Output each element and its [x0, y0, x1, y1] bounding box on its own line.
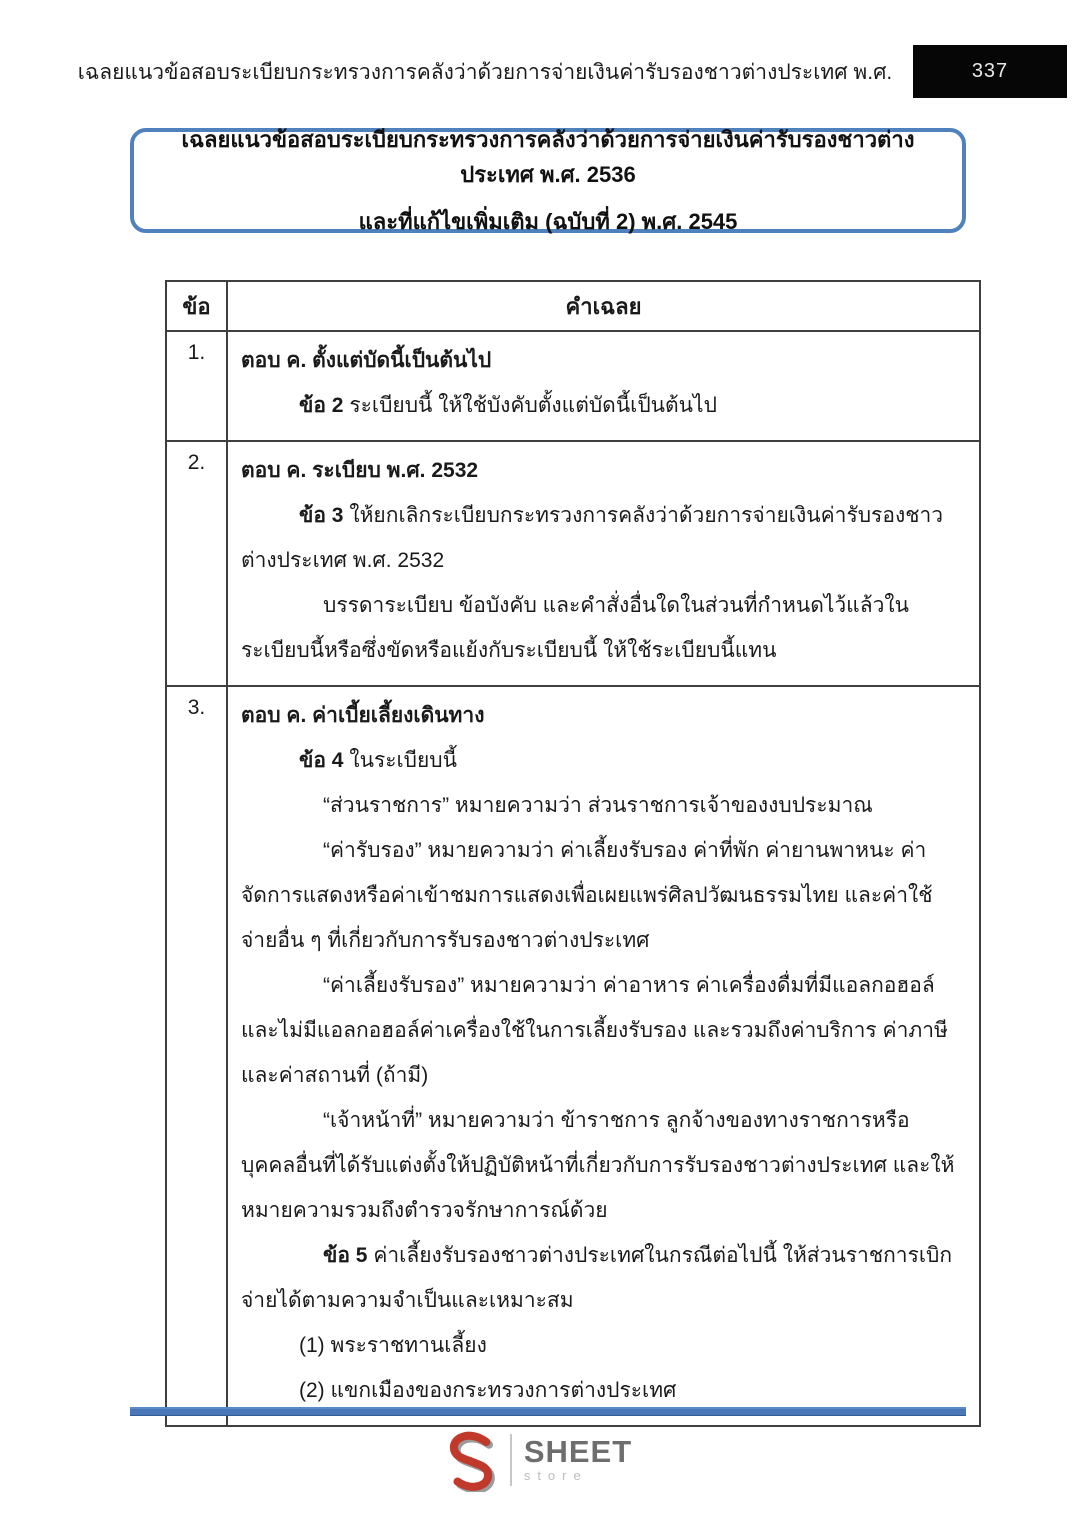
answer-paragraph: ข้อ 4 ในระเบียบนี้ — [299, 749, 457, 772]
answer-paragraph: (1) พระราชทานเลี้ยง — [299, 1334, 487, 1357]
sheet-logo-s-icon — [444, 1428, 498, 1492]
column-header-answer: คำเฉลย — [227, 281, 980, 331]
logo-sub-text: store — [523, 1468, 588, 1483]
answer-paragraph: (2) แขกเมืองของกระทรวงการต่างประเทศ — [299, 1379, 677, 1402]
running-title: เฉลยแนวข้อสอบระเบียบกระทรวงการคลังว่าด้วยการจ่ายเงินค่ารับรองชาวต่างประเทศ พ.ศ. — [77, 61, 893, 84]
title-line-1: เฉลยแนวข้อสอบระเบียบกระทรวงการคลังว่าด้วยการจ่ายเงินค่ารับรองชาวต่างประเทศ พ.ศ. 2536 — [181, 127, 915, 187]
answer-table-body — [166, 331, 980, 1426]
logo-text — [524, 1436, 632, 1484]
table-row — [166, 686, 980, 1426]
row-number: 2. — [166, 441, 227, 686]
answer-paragraph: ตอบ ค. ตั้งแต่บัดนี้เป็นต้นไป — [241, 349, 492, 372]
sheet-store-logo — [0, 1428, 1076, 1492]
table-header-row — [166, 281, 980, 331]
logo-brand-text: SHEET — [523, 1434, 633, 1469]
table-row — [166, 441, 980, 686]
column-header-number: ข้อ — [166, 281, 227, 331]
page-number-box — [913, 45, 1067, 98]
answer-paragraph: “ค่าเลี้ยงรับรอง” หมายความว่า ค่าอาหาร ค่าเครื่องดื่มที่มีแอลกอฮอล์และไม่มีแอลกอฮอล์ค่าเครื่องใช้ในการเลี้ยงรับรอง และรวมถึงค่าบริการ ค่าภาษี และค่าสถานที่ (ถ้ามี) — [241, 974, 948, 1087]
title-box — [130, 128, 966, 233]
row-number: 3. — [166, 686, 227, 1426]
answer-table — [165, 280, 981, 1427]
answer-paragraph: “ส่วนราชการ” หมายความว่า ส่วนราชการเจ้าของงบประมาณ — [323, 794, 873, 817]
answer-paragraph: “เจ้าหน้าที่” หมายความว่า ข้าราชการ ลูกจ้างของทางราชการหรือบุคคลอื่นที่ได้รับแต่งตั้งให้ปฏิบัติหน้าที่เกี่ยวกับการรับรองชาวต่างประเทศ และให้หมายความรวมถึงตำรวจรักษาการณ์ด้วย — [241, 1109, 955, 1222]
answer-paragraph: ข้อ 3 ให้ยกเลิกระเบียบกระทรวงการคลังว่าด้วยการจ่ายเงินค่ารับรองชาวต่างประเทศ พ.ศ. 2532 — [241, 504, 944, 572]
answer-paragraph: ตอบ ค. ค่าเบี้ยเลี้ยงเดินทาง — [241, 704, 485, 727]
footer-divider-bar — [130, 1407, 966, 1416]
page-number: 337 — [971, 60, 1009, 82]
answer-paragraph: บรรดาระเบียบ ข้อบังคับ และคำสั่งอื่นใดในส่วนที่กำหนดไว้แล้วในระเบียบนี้หรือซึ่งขัดหรือแย้งกับระเบียบนี้ ให้ใช้ระเบียบนี้แทน — [241, 594, 909, 662]
answer-paragraph: ข้อ 2 ระเบียบนี้ ให้ใช้บังคับตั้งแต่บัดนี้เป็นต้นไป — [299, 394, 717, 417]
answer-paragraph: “ค่ารับรอง” หมายความว่า ค่าเลี้ยงรับรอง ค่าที่พัก ค่ายานพาหนะ ค่าจัดการแสดงหรือค่าเข้าชมการแสดงเพื่อเผยแพร่ศิลปวัฒนธรรมไทย และค่าใช้จ่ายอื่น ๆ ที่เกี่ยวกับการรับรองชาวต่างประเทศ — [241, 839, 933, 952]
row-number: 1. — [166, 331, 227, 441]
row-answer-cell — [227, 686, 980, 1426]
answer-paragraph: ข้อ 5 ค่าเลี้ยงรับรองชาวต่างประเทศในกรณีต่อไปนี้ ให้ส่วนราชการเบิกจ่ายได้ตามความจำเป็นและเหมาะสม — [241, 1244, 953, 1312]
title-line-2: และที่แก้ไขเพิ่มเติม (ฉบับที่ 2) พ.ศ. 2545 — [358, 209, 738, 234]
logo-divider — [510, 1434, 512, 1486]
table-row — [166, 331, 980, 441]
row-answer-cell — [227, 441, 980, 686]
row-answer-cell — [227, 331, 980, 441]
answer-paragraph: ตอบ ค. ระเบียบ พ.ศ. 2532 — [241, 459, 479, 482]
